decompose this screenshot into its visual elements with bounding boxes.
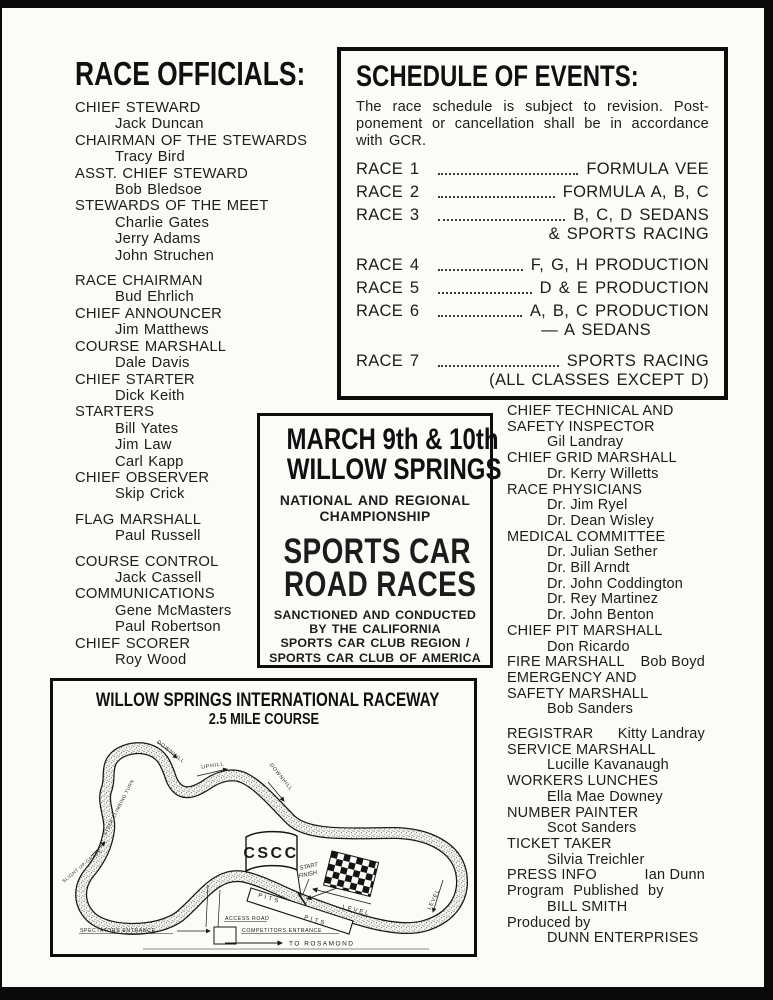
official-name: Paul Russell: [115, 528, 201, 545]
map-subtitle-text: 2.5 MILE COURSE: [208, 711, 319, 728]
schedule-title: [356, 61, 709, 93]
map-label-pits: PITS: [257, 892, 282, 906]
official-role: REGISTRAR: [507, 726, 594, 743]
map-label-downhill-right: DOWNHILL: [267, 762, 294, 793]
schedule-note-line: with GCR.: [356, 133, 427, 150]
official-name: Dr. Rey Martinez: [547, 591, 659, 608]
official-role: STARTERS: [75, 404, 155, 421]
official-role: RACE CHAIRMAN: [75, 273, 203, 290]
event-sanction-line: SPORTS CAR CLUB OF AMERICA: [269, 650, 481, 665]
official-role: TICKET TAKER: [507, 835, 612, 852]
official-role: STEWARDS OF THE MEET: [75, 198, 269, 215]
schedule-note-line: The race schedule is subject to revision. Post-: [356, 99, 709, 115]
official-name: Charlie Gates: [115, 214, 210, 231]
event-sanction: [260, 608, 490, 665]
official-name: Roy Wood: [115, 652, 187, 668]
event-championship: [260, 493, 490, 525]
map-label-to-rosamond: TO ROSAMOND: [289, 940, 355, 948]
official-name: Bill Yates: [115, 420, 179, 437]
official-role: FLAG MARSHALL: [75, 511, 202, 528]
race-classes-continued: & SPORTS RACING: [548, 224, 709, 243]
credit-name: BILL SMITH: [547, 898, 628, 915]
official-name: Don Ricardo: [547, 638, 630, 655]
official-name: Dr. John Coddington: [547, 575, 683, 592]
schedule-race-row: [356, 206, 709, 224]
official-name: Jim Law: [115, 437, 172, 454]
official-role: COURSE MARSHALL: [75, 338, 227, 355]
race-number: RACE 2: [356, 182, 420, 201]
map-label-level-straight: LEVEL: [341, 904, 371, 918]
race-number: RACE 6: [356, 301, 420, 320]
event-announcement-box: [257, 413, 502, 668]
event-title-text: SPORTS CAR: [283, 532, 472, 571]
official-role: SAFETY INSPECTOR: [507, 418, 655, 435]
event-location-text: WILLOW SPRINGS: [286, 453, 502, 486]
official-role: COMMUNICATIONS: [75, 586, 215, 603]
map-label-downhill-top: DOWNHILL: [155, 739, 186, 765]
official-name: Scot Sanders: [547, 820, 637, 837]
official-name: Dr. Julian Sether: [547, 544, 658, 561]
official-name: John Struchen: [115, 247, 215, 264]
schedule-of-events-box: [337, 47, 728, 400]
official-name: Bob Sanders: [547, 701, 634, 718]
official-name: Paul Robertson: [115, 619, 221, 636]
official-name: Dr. Kerry Willetts: [547, 465, 659, 482]
track-map-box: [50, 678, 477, 957]
dotted-leader: [438, 173, 578, 175]
official-name: Carl Kapp: [115, 453, 184, 470]
event-championship-line: CHAMPIONSHIP: [319, 509, 431, 524]
official-role: WORKERS LUNCHES: [507, 773, 659, 790]
official-name: Bud Ehrlich: [115, 289, 194, 306]
official-role: CHIEF OBSERVER: [75, 469, 210, 486]
schedule-race-row: [356, 302, 709, 320]
map-title: [53, 690, 474, 711]
official-role: COURSE CONTROL: [75, 553, 219, 570]
map-subtitle: [53, 711, 474, 729]
official-role: NUMBER PAINTER: [507, 804, 639, 821]
event-title-line: [260, 532, 490, 571]
race-officials-title-text: RACE OFFICIALS:: [75, 55, 306, 92]
map-label-finish: FINISH: [297, 870, 318, 880]
official-role: PRESS INFO: [507, 867, 597, 884]
schedule-note: [356, 99, 709, 151]
official-role: EMERGENCY AND: [507, 669, 637, 686]
race-classes: D & E PRODUCTION: [539, 278, 709, 297]
checkered-flag-pole: [307, 888, 337, 899]
map-label-steep-climbing-turn: STEEP CLIMBING TURN: [102, 778, 135, 837]
official-name: Jim Matthews: [115, 322, 209, 339]
dotted-leader: [438, 196, 555, 198]
official-name: Ian Dunn: [644, 867, 705, 884]
map-label-start: START: [299, 862, 319, 872]
credit-line: Produced by: [507, 914, 591, 931]
official-role-with-name: [507, 868, 733, 884]
event-sanction-line: BY THE CALIFORNIA: [309, 622, 441, 637]
event-sanction-line: SANCTIONED AND CONDUCTED: [273, 608, 477, 622]
official-role: CHIEF SCORER: [75, 635, 191, 652]
track-map: [53, 730, 474, 952]
dotted-leader: [438, 315, 522, 317]
official-name: Dr. Bill Arndt: [547, 560, 630, 577]
gate-building: [214, 927, 236, 944]
race-classes-continued: — A SEDANS: [541, 320, 651, 339]
official-role: CHIEF ANNOUNCER: [75, 305, 223, 322]
event-date-text: MARCH 9th & 10th: [286, 423, 499, 456]
official-role: SAFETY MARSHALL: [507, 685, 649, 702]
official-name: Gene McMasters: [115, 602, 232, 619]
race-number: RACE 5: [356, 278, 420, 297]
schedule-note-line: ponement or cancellation shall be in accordance: [356, 116, 709, 133]
race-number: RACE 3: [356, 205, 420, 224]
race-officials-title: [75, 56, 337, 92]
official-role: SERVICE MARSHALL: [507, 741, 656, 758]
official-role-with-name: [507, 655, 733, 671]
event-title: [260, 532, 490, 604]
official-role-with-name: [507, 727, 733, 743]
race-classes: FORMULA A, B, C: [562, 182, 709, 201]
official-role: CHIEF STEWARD: [75, 100, 201, 116]
schedule-race-row: [356, 160, 709, 178]
map-label-competitors-entrance: COMPETITORS ENTRANCE: [242, 928, 322, 934]
map-label-slight-upgrade: SLIGHT UP-GRADE: [61, 848, 103, 884]
official-name: Dr. Jim Ryel: [547, 497, 628, 514]
official-role: RACE PHYSICIANS: [507, 481, 643, 498]
official-name: Jerry Adams: [115, 231, 201, 248]
cscc-banner-text: CSCC: [243, 845, 299, 862]
event-title-line: [260, 565, 490, 604]
credit-line: Program Published by: [507, 883, 664, 900]
dotted-leader: [438, 219, 565, 221]
map-label-uphill: UPHILL: [201, 761, 225, 771]
schedule-race-row: [356, 279, 709, 297]
official-role: CHIEF TECHNICAL AND: [507, 403, 674, 419]
official-name: Dr. John Benton: [547, 607, 654, 624]
official-role: MEDICAL COMMITTEE: [507, 528, 666, 545]
official-name: Jack Duncan: [115, 116, 204, 133]
official-name: Jack Cassell: [115, 569, 202, 586]
official-name: Bob Bledsoe: [115, 182, 203, 199]
event-date: [260, 423, 499, 456]
map-title-text: WILLOW SPRINGS INTERNATIONAL RACEWAY: [95, 690, 440, 711]
race-classes: FORMULA VEE: [586, 159, 709, 178]
map-label-pits: PITS: [303, 914, 328, 928]
start-finish-pointer: [303, 879, 309, 894]
race-classes: B, C, D SEDANS: [573, 205, 709, 224]
credit-name: DUNN ENTERPRISES: [547, 930, 699, 947]
map-label-spectators-entrance: SPECTATORS ENTRANCE: [80, 928, 156, 934]
official-role: CHIEF STARTER: [75, 371, 195, 388]
official-name: Kitty Landray: [617, 726, 705, 743]
event-location: [260, 453, 502, 486]
event-championship-line: NATIONAL AND REGIONAL: [279, 493, 471, 508]
map-label-access-road: ACCESS ROAD: [225, 916, 270, 922]
official-role: CHIEF GRID MARSHALL: [507, 450, 677, 467]
official-role: CHAIRMAN OF THE STEWARDS: [75, 132, 308, 149]
dotted-leader: [438, 292, 532, 294]
schedule-race-row: [356, 256, 709, 274]
race-classes-continued: (ALL CLASSES EXCEPT D): [489, 370, 709, 389]
official-name: Dale Davis: [115, 355, 190, 372]
official-name: Tracy Bird: [115, 149, 185, 166]
race-classes: F, G, H PRODUCTION: [530, 255, 709, 274]
race-schedule-list: [356, 160, 709, 389]
map-label-level-right: LEVEL: [426, 888, 442, 911]
official-name: Bob Boyd: [640, 654, 705, 671]
official-name: Silvia Treichler: [547, 851, 645, 868]
race-number: RACE 7: [356, 351, 420, 370]
dotted-leader: [438, 365, 559, 367]
race-number: RACE 4: [356, 255, 420, 274]
race-classes: A, B, C PRODUCTION: [529, 301, 709, 320]
event-sanction-line: SPORTS CAR CLUB REGION /: [280, 636, 470, 651]
official-name: Dr. Dean Wisley: [547, 512, 654, 529]
officials-right-section: [507, 404, 733, 947]
access-road-line: [218, 890, 220, 927]
schedule-title-text: SCHEDULE OF EVENTS:: [356, 60, 639, 93]
official-name: Gil Landray: [547, 434, 624, 451]
official-role: ASST. CHIEF STEWARD: [75, 165, 248, 182]
official-role: FIRE MARSHALL: [507, 654, 625, 671]
official-name: Lucille Kavanaugh: [547, 757, 669, 774]
dotted-leader: [438, 269, 523, 271]
schedule-race-row: [356, 183, 709, 201]
race-number: RACE 1: [356, 159, 420, 178]
official-name: Dick Keith: [115, 387, 185, 404]
official-name: Ella Mae Downey: [547, 788, 663, 805]
event-title-text: ROAD RACES: [284, 565, 477, 604]
schedule-race-row: [356, 352, 709, 370]
race-classes: SPORTS RACING: [566, 351, 709, 370]
official-role: CHIEF PIT MARSHALL: [507, 622, 663, 639]
official-name: Skip Crick: [115, 486, 185, 503]
